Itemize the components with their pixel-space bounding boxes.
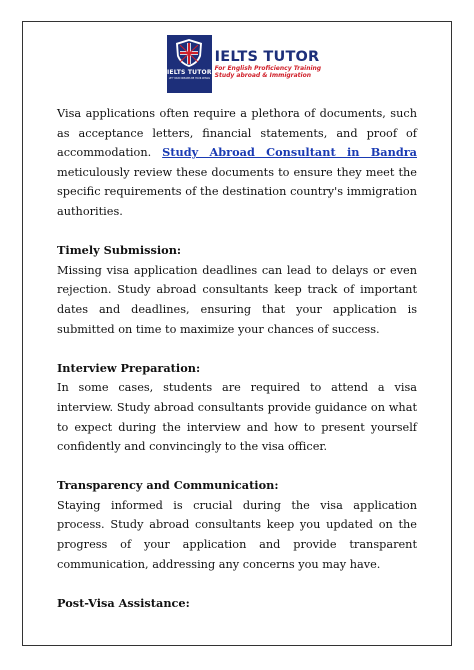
study-abroad-consultant-link[interactable]: Study Abroad Consultant in Bandra bbox=[162, 145, 417, 160]
section-heading-transparency: Transparency and Communication: bbox=[57, 478, 279, 493]
logo-subtitle-2: Study abroad & Immigration bbox=[214, 72, 312, 79]
logo-wordmark bbox=[212, 35, 321, 93]
ielts-tutor-logo bbox=[167, 35, 322, 93]
logo-subtitle-1: For English Proficiency Training bbox=[214, 65, 322, 72]
section-body-interview-preparation: In some cases, students are required to attend a visa interview. Study abroad consultants provide guidance on what to expect during the interview and how to present yourself confidently and convincingly to the visa officer. bbox=[57, 381, 417, 454]
logo-emblem-text: IELTS TUTOR bbox=[167, 69, 212, 76]
logo-emblem bbox=[167, 35, 212, 93]
intro-text-after-link: meticulously review these documents to ensure they meet the specific requirements of the destination country's immigration authorities. bbox=[57, 165, 417, 218]
intro-text-before-link: Visa applications often require a plethora of documents, such as acceptance letters, financial statements, and proof of accommodation. bbox=[57, 107, 417, 160]
document-body bbox=[57, 104, 417, 613]
intro-paragraph bbox=[57, 104, 417, 222]
section-heading-timely-submission: Timely Submission: bbox=[57, 243, 182, 258]
section-body-timely-submission: Missing visa application deadlines can lead to delays or even rejection. Study abroad consultants keep track of important dates and deadlines, ensuring that your application is submitted on time to maximize your chances of success. bbox=[57, 263, 417, 336]
shield-flag-icon bbox=[174, 38, 204, 68]
section-body-transparency: Staying informed is crucial during the visa application process. Study abroad consultants keep you updated on the progress of your application and provide transparent communication, addressing any concerns you may have. bbox=[57, 498, 417, 571]
section-heading-interview-preparation: Interview Preparation: bbox=[57, 360, 201, 375]
logo-title: IELTS TUTOR bbox=[214, 49, 320, 65]
logo-emblem-tagline: LET YOUR DREAMS BE YOUR WINGS bbox=[168, 77, 210, 80]
section-heading-post-visa: Post-Visa Assistance: bbox=[57, 595, 190, 610]
